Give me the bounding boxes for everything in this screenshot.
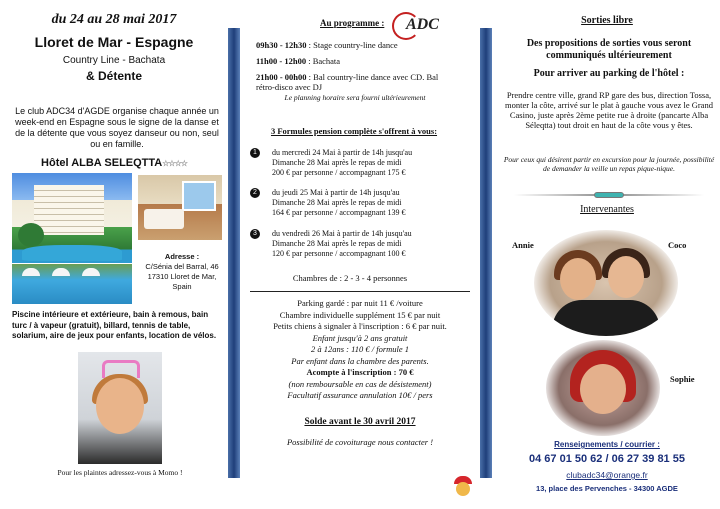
ornament-divider (514, 192, 704, 198)
child-line: 2 à 12ans : 110 € / formule 1 (310, 344, 410, 354)
schedule-item (256, 40, 466, 50)
left-panel (0, 0, 228, 509)
child-line: Par enfant dans la chambre des parents. (291, 355, 429, 366)
parking-heading: Pour arriver au parking de l'hôtel : (533, 68, 685, 79)
hotel-name-text: Hôtel ALBA SELEQTTA (41, 157, 163, 169)
contact-address: 13, place des Pervenches - 34300 AGDE (536, 484, 678, 493)
sophie-photo (546, 340, 660, 436)
info-line: Petits chiens à signaler à l'inscription : 6 € par nuit. (273, 321, 447, 331)
formule-option (250, 188, 464, 218)
event-detente: & Détente (85, 69, 142, 83)
schedule-item (256, 56, 466, 66)
formule-option (250, 148, 464, 178)
momo-photo (78, 352, 162, 464)
hotel-stars: ☆☆☆☆ (162, 159, 187, 168)
divider-stripe-right (480, 28, 492, 478)
divider-stripe-left (228, 28, 240, 478)
schedule-time: 09h30 - 12h30 (256, 40, 307, 50)
complaints-note: Pour les plaintes adressez-vous à Momo ! (57, 468, 183, 477)
name-coco: Coco (668, 240, 687, 250)
formule-option (250, 229, 464, 259)
hotel-pool-photo (12, 264, 132, 304)
event-dances: Country Line - Bachata (62, 55, 166, 66)
name-sophie: Sophie (670, 374, 695, 384)
club-intro: Le club ADC34 d'AGDE organise chaque année un week-end en Espagne sous le signe de la danse et de la détente que vous soyez danseur ou non, seul ou en famille. (15, 106, 219, 149)
option-line: 164 € par personne / accompagnant 139 € (272, 208, 406, 217)
annie-coco-photo (534, 230, 678, 336)
info-line: Chambre individuelle supplément 15 € par nuit (279, 309, 441, 320)
balance-deadline: Solde avant le 30 avril 2017 (304, 417, 416, 427)
schedule-text: : Bachata (308, 56, 341, 66)
event-dates: du 24 au 28 mai 2017 (51, 12, 177, 27)
logo-text: ADC (406, 16, 439, 33)
contact-heading: Renseignements / courrier : (554, 440, 660, 449)
schedule-time: 11h00 - 12h00 (256, 56, 307, 66)
schedule-time: 21h00 - 00h00 (256, 72, 307, 82)
intervenants-title: Intervenantes (580, 204, 634, 215)
address-line: Spain (172, 282, 192, 291)
option-line: du mercredi 24 Mai à partir de 14h jusqu'au (272, 148, 413, 157)
schedule-item (256, 72, 456, 92)
option-line: 200 € par personne / accompagnant 175 € (272, 168, 406, 177)
outings-title: Sorties libre (581, 15, 633, 26)
option-line: 120 € par personne / accompagnant 100 € (272, 249, 406, 258)
option-number-badge: 2 (250, 188, 260, 198)
contact-phone: 04 67 01 50 62 / 06 27 39 81 55 (529, 453, 685, 465)
event-city: Lloret de Mar - Espagne (34, 34, 194, 50)
child-line: Enfant jusqu'à 2 ans gratuit (312, 332, 408, 343)
hotel-exterior-photo (12, 173, 132, 263)
program-title: Au programme : (320, 18, 385, 28)
right-panel (494, 0, 720, 509)
hotel-address-heading: Adresse : (164, 252, 200, 261)
deposit-note: (non remboursable en cas de désistement) (288, 378, 432, 389)
pricing-details (250, 291, 470, 457)
name-annie: Annie (512, 240, 534, 250)
address-line: C/Sénia del Barral, 46 (145, 262, 219, 271)
excursion-note: Pour ceux qui désirent partir en excursion pour la journée, possibilité de demander la veille un repas pique-nique. (503, 155, 715, 173)
carpool-note: Possibilité de covoiturage nous contacter ! (286, 437, 434, 447)
hotel-name (0, 157, 228, 169)
parking-directions: Prendre centre ville, grand RP gare des bus, direction Tossa, monter la côte, arrivé sur le plat à gauche vous avez le Grand Casino, juste après 2ème petite rue à droite (pancarte Alba Séleqtta) tout droit en haut de la côte vous y êtes. (505, 90, 713, 130)
option-line: Dimanche 28 Mai après le repas de midi (272, 198, 402, 207)
deposit-amount: Acompte à l'inscription : 70 € (306, 367, 414, 377)
contact-email-link[interactable]: clubadc34@orange.fr (566, 470, 648, 480)
info-line: Parking gardé : par nuit 11 € /voiture (297, 298, 423, 308)
formules-title: 3 Formules pension complète s'offrent à vous: (270, 126, 438, 136)
hotel-room-photo (138, 175, 222, 240)
option-number-badge: 3 (250, 229, 260, 239)
schedule-text: : Bal country-line dance avec CD. Bal rétro-disco avec DJ (256, 72, 439, 92)
option-number-badge: 1 (250, 148, 260, 158)
room-sizes: Chambres de : 2 - 3 - 4 personnes (292, 273, 408, 283)
middle-panel (240, 0, 460, 509)
schedule-note: Le planning horaire sera fourni ultérieurement (284, 93, 426, 102)
hotel-address (140, 262, 224, 292)
mascot-icon (452, 476, 474, 500)
option-line: Dimanche 28 Mai après le repas de midi (272, 158, 402, 167)
insurance-note: Facultatif assurance annulation 10€ / pers (287, 390, 433, 400)
option-line: du jeudi 25 Mai à partir de 14h jusqu'au (272, 188, 400, 197)
hotel-facilities: Piscine intérieure et extérieure, bain à remous, bain turc / à vapeur (gratuit), billard, tennis de table, solarium, aire de jeux pour enfants, location de vélos. (12, 310, 217, 340)
option-line: Dimanche 28 Mai après le repas de midi (272, 239, 402, 248)
address-line: 17310 Lloret de Mar, (147, 272, 217, 281)
outings-subtitle: Des propositions de sorties vous seront communiqués ultérieurement (526, 38, 692, 61)
option-line: du vendredi 26 Mai à partir de 14h jusqu'au (272, 229, 412, 238)
schedule-text: : Stage country-line dance (308, 40, 398, 50)
